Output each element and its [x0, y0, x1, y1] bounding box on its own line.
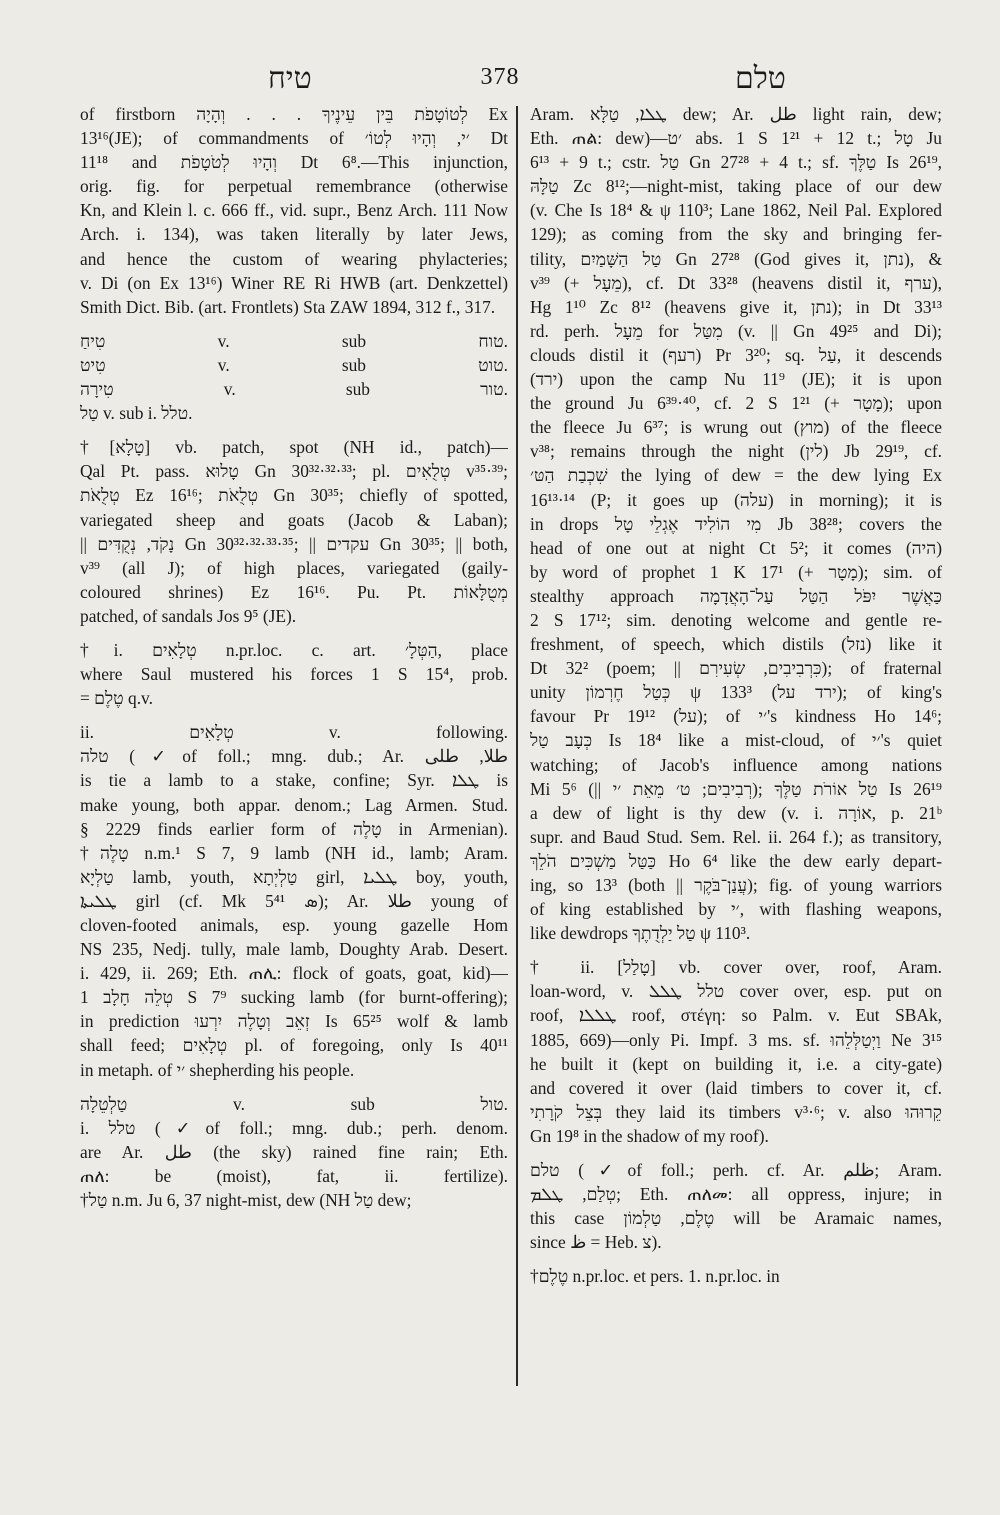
- text-line: טְלַם, ܛܠܡ; Eth. ጠለመ: all oppress, injure; in: [530, 1184, 942, 1205]
- text-line: ܛܠܝܬܐ girl (cf. Mk 5⁴¹ ܣ); Ar. طلا young of: [80, 890, 508, 911]
- text-line: unity כְּטַל חֶרְמוֹן ψ 133³ (ירד על); of king's: [530, 682, 942, 703]
- text-line: †[טָלָא] vb. patch, spot (NH id., patch)—: [80, 437, 508, 458]
- paragraph-gap: [80, 628, 508, 638]
- text-line: this case טֶלֶם, טַלְמוֹן will be Aramaic names,: [530, 1208, 942, 1229]
- text-line: שִׁכְבַת הַטּ׳ the lying of dew = the dew lying Ex: [530, 465, 942, 486]
- text-line: †טַל n.m. Ju 6, 37 night-mist, dew (NH טַל dew;: [80, 1190, 412, 1211]
- text-line: טלם (✓of foll.; perh. cf. Ar. ظلم; Aram.: [530, 1160, 942, 1181]
- text-line: is tie a lamb to a stake, confine; Syr. ܛܠܐ is: [80, 770, 508, 791]
- text-line: tility, טַל הַשָּׁמַיִם Gn 27²⁸ (God gives it, נתן), &: [530, 248, 942, 269]
- text-line: supr. and Baud Stud. Sem. Rel. ii. 264 f.); as transitory,: [530, 826, 942, 847]
- text-line: a dew of light is thy dew (v. i. אוֹרָה, p. 21ᵇ: [530, 802, 942, 823]
- text-line: since ظ = Heb. צ).: [530, 1232, 662, 1253]
- text-line: in metaph. of ׳י shepherding his people.: [80, 1059, 355, 1080]
- text-line: v. Di (on Ex 13¹⁶) Winer RE Ri HWB (art. Denkzettel): [80, 272, 508, 293]
- text-line: 1885, 669)—only Pi. Impf. 3 ms. sf. וַיְטַלְּלֵהוּ Ne 3¹⁵: [530, 1029, 942, 1050]
- text-line: 2 S 17¹²; sim. denoting welcome and gentle re-: [530, 609, 942, 630]
- paragraph-gap: [530, 945, 942, 955]
- text-line: Mi 5⁶ (|| רְבִיבִים; ט׳ מֵאֵת ׳י); טַל אוֹרֹת טַלֶּךָ Is 26¹⁹: [530, 778, 942, 799]
- text-line: 129); as coming from the sky and bringing fer-: [530, 224, 942, 245]
- text-line: like dewdrops טַל יַלְדֻתֶךָ ψ 110³.: [530, 923, 751, 944]
- text-line: freshment, of speech, which distils (נזל) like it: [530, 634, 942, 655]
- text-line: Arch. i. 134), was taken literally by later Jews,: [80, 224, 508, 245]
- text-line: 6¹³ + 9 t.; cstr. טַל Gn 27²⁸ + 4 t.; sf. טַלֶּךָ Is 26¹⁹,: [530, 152, 942, 173]
- text-line: patched, of sandals Jos 9⁵ (JE).: [80, 605, 297, 626]
- text-line: and hence the custom of wearing phylacteries;: [80, 248, 508, 269]
- text-line: (v. Che Is 18⁴ & ψ 110³; Lane 1862, Neil Pal. Explored: [530, 200, 942, 221]
- text-line: טִיט v. sub טוט.: [80, 354, 508, 375]
- paragraph-gap: [80, 425, 508, 435]
- text-line: טִיחַ v. sub טוח.: [80, 330, 508, 351]
- text-line: = טֶלֶם q.v.: [80, 688, 153, 709]
- text-line: loan-word, v. טלל ܛܠܠ cover over, esp. put on: [530, 981, 942, 1002]
- text-line: Smith Dict. Bib. (art. Frontlets) Sta ZAW 1894, 312 f., 317.: [80, 296, 496, 317]
- text-line: (ירד) upon the camp Nu 11⁹ (JE); it is upon: [530, 369, 942, 390]
- text-line: טְלֵה חָלָב 1 S 7⁹ sucking lamb (for burnt-offering);: [80, 987, 508, 1008]
- text-line: Eth. ጠል: dew)—׳ט abs. 1 S 1²¹ + 12 t.; טָל Ju: [530, 128, 942, 149]
- text-line: i. טלל (✓of foll.; mng. dub.; perh. denom.: [80, 1117, 508, 1138]
- text-line: the ground Ju 6³⁹·⁴⁰, cf. 2 S 1²¹ (+ מָטָר); upon: [530, 393, 942, 414]
- paragraph-gap: [80, 319, 508, 329]
- text-line: head of one out at night Ct 5²; it comes (היה): [530, 537, 942, 558]
- text-line: טַלָּהּ Zc 8¹²;—night-mist, taking place of our dew: [530, 176, 942, 197]
- paragraph-gap: [80, 1082, 508, 1092]
- text-line: § 2229 finds earlier form of טָלֶה in Armenian).: [80, 818, 508, 839]
- page-number: 378: [480, 64, 520, 90]
- text-line: i. 429, ii. 269; Eth. ጠሊ: flock of goats, goat, kid)—: [80, 963, 508, 984]
- text-line: and covered it over (laid timbers to cover it, cf.: [530, 1077, 942, 1098]
- left-running-heading: טיח: [268, 62, 312, 95]
- text-line: roof, ܛܠܠܐ roof, στέγη: so Palm. v. Eut SBAk,: [530, 1005, 942, 1026]
- text-line: טַלְטֵלָה v. sub טול.: [80, 1093, 508, 1114]
- text-line: v³⁸; remains through the night (לין) Jb 29¹⁹, cf.: [530, 441, 942, 462]
- paragraph-gap: [530, 1254, 942, 1264]
- paragraph-gap: [530, 1148, 942, 1158]
- text-line: Kn, and Klein l. c. 666 ff., vid. supr., Benz Arch. 111 Now: [80, 200, 508, 221]
- text-line: †i. טְלָאִים n.pr.loc. c. art. הַטְּלָ׳, place: [80, 639, 508, 660]
- text-line: † ii. [טָלַל] vb. cover over, roof, Aram.: [530, 957, 942, 978]
- text-line: the fleece Ju 6³⁷; is wrung out (מוץ) of the fleece: [530, 417, 942, 438]
- text-line: by word of prophet 1 K 17¹ (+ מָטָר); sim. of: [530, 561, 942, 582]
- text-line: כְּעָב טַל Is 18⁴ like a mist-cloud, of ׳י's quiet: [530, 730, 942, 751]
- text-line: stealthy approach כַּאֲשֶׁר יִפֹּל הַטַּל עַל־הָאֲדָמָה: [530, 585, 942, 606]
- right-column: [530, 102, 942, 1289]
- text-line: Qal Pt. pass. טָלוּא Gn 30³²·³²·³³; pl. טְלֻאִים v³⁵·³⁹;: [80, 461, 508, 482]
- text-line: טלה (✓of foll.; mng. dub.; Ar. طلا, طلى: [80, 746, 508, 767]
- text-line: variegated sheep and goats (Jacob & Laban);: [80, 509, 508, 530]
- text-line: cloven-footed animals, esp. young gazelle Hom: [80, 915, 508, 935]
- right-running-heading: טלם: [735, 62, 786, 95]
- text-line: ii. טְלָאִים v. following.: [80, 722, 508, 743]
- text-line: of firstborn לְטוֹטָפֹת בֵּין עֵינֶיךָ . . . וְהָיָה Ex: [80, 104, 508, 124]
- text-line: coloured shrines) Ez 16¹⁶. Pu. Pt. מְטֻלָּאוֹת: [80, 581, 508, 602]
- text-line: 11¹⁸ and וְהָיוּ לְטֹטָפֹת Dt 6⁸.—This injunction,: [80, 152, 508, 173]
- text-line: בְּצֵל קֹרָתִי they laid its timbers v³·⁶; v. also קֵרוּהוּ: [530, 1101, 942, 1122]
- text-line: Hg 1¹⁰ Zc 8¹² (heavens give it, נתן); in Dt 33¹³: [530, 296, 942, 317]
- text-line: where Saul mustered his forces 1 S 15⁴, prob.: [80, 664, 508, 685]
- text-line: Aram. ܛܠܐ, טַלָּא dew; Ar. طل light rain, dew;: [530, 104, 942, 124]
- text-line: ጠለ: be (moist), fat, ii. fertilize).: [80, 1165, 508, 1186]
- text-line: טַל v. sub i. טלל.: [80, 403, 193, 424]
- text-line: טִירָה v. sub טור.: [80, 379, 508, 400]
- running-head: [0, 62, 1000, 102]
- text-line: טְלֻאֹת Ez 16¹⁶; טְלֻאֹת Gn 30³⁵; chiefly of spotted,: [80, 485, 508, 506]
- text-line: †טֶלֶם n.pr.loc. et pers. 1. n.pr.loc. in: [530, 1266, 780, 1287]
- text-line: NS 235, Nedj. tully, male lamb, Doughty Arab. Desert.: [80, 939, 508, 960]
- text-line: watching; of Jacob's influence among nations: [530, 754, 942, 775]
- paragraph-gap: [80, 710, 508, 720]
- text-line: v³⁹ (all J); of high places, variegated (gaily-: [80, 557, 508, 578]
- text-line: 16¹³·¹⁴ (P; it goes up (עלה) in morning); it is: [530, 489, 942, 510]
- text-line: || נָקֹד, נְקֻדִּים Gn 30³²·³²·³³·³⁵; || עקדים Gn 30³⁵; || both,: [80, 533, 508, 554]
- text-line: in prediction זְאֵב וְטָלֶה יִרְעוּ Is 65²⁵ wolf & lamb: [80, 1011, 508, 1032]
- text-line: Gn 19⁸ in the shadow of my roof).: [530, 1125, 769, 1146]
- text-line: make young, both appar. denom.; Lag Armen. Stud.: [80, 794, 508, 815]
- text-line: shall feed; טְלָאִים pl. of foregoing, only Is 40¹¹: [80, 1035, 508, 1056]
- column-rule: [516, 106, 518, 1386]
- text-line: ing, so 13³ (both || עֲנַן־בֹּקֶר); fig. of young warriors: [530, 875, 942, 895]
- text-line: of king established by ׳י, with flashing weapons,: [530, 899, 942, 920]
- text-line: †טָלֶה n.m.¹ S 7, 9 lamb (NH id., lamb; Aram.: [80, 842, 508, 863]
- text-line: כַּטַּל מַשְׁכִּים הֹלֵךְ Ho 6⁴ like the dew early depart-: [530, 850, 942, 871]
- text-line: clouds distil it (רעף) Pr 3²⁰; sq. עַל, it descends: [530, 344, 942, 365]
- text-line: orig. fig. for perpetual remembrance (otherwise: [80, 176, 508, 197]
- text-line: rd. perh. מֵעָל for מִטַּל (v. || Gn 49²⁵ and Di);: [530, 320, 942, 341]
- text-line: in drops מִי הוֹלִיד אֶגְלֵי טָל Jb 38²⁸; covers the: [530, 513, 942, 534]
- left-column: [80, 102, 508, 1212]
- text-line: he built it (kept on building it, i.e. a city-gate): [530, 1053, 942, 1074]
- text-line: 13¹⁶(JE); of commandments of ׳י, וְהָיוּ לְטוֹ׳ Dt: [80, 128, 508, 149]
- text-line: favour Pr 19¹² (על); of ׳י's kindness Ho 14⁶;: [530, 706, 942, 727]
- text-line: v³⁹ (+ מֵעָל), cf. Dt 33²⁸ (heavens distil it, ערף),: [530, 272, 942, 293]
- text-line: טַלְיָא lamb, youth, טַלְיְתָא girl, ܛܠܝܐ boy, youth,: [80, 866, 508, 887]
- text-line: Dt 32² (poem; || כִּרְבִיבִים, שְׂעִירִם); of fraternal: [530, 658, 942, 679]
- text-line: are Ar. طل (the sky) rained fine rain; Eth.: [80, 1141, 508, 1162]
